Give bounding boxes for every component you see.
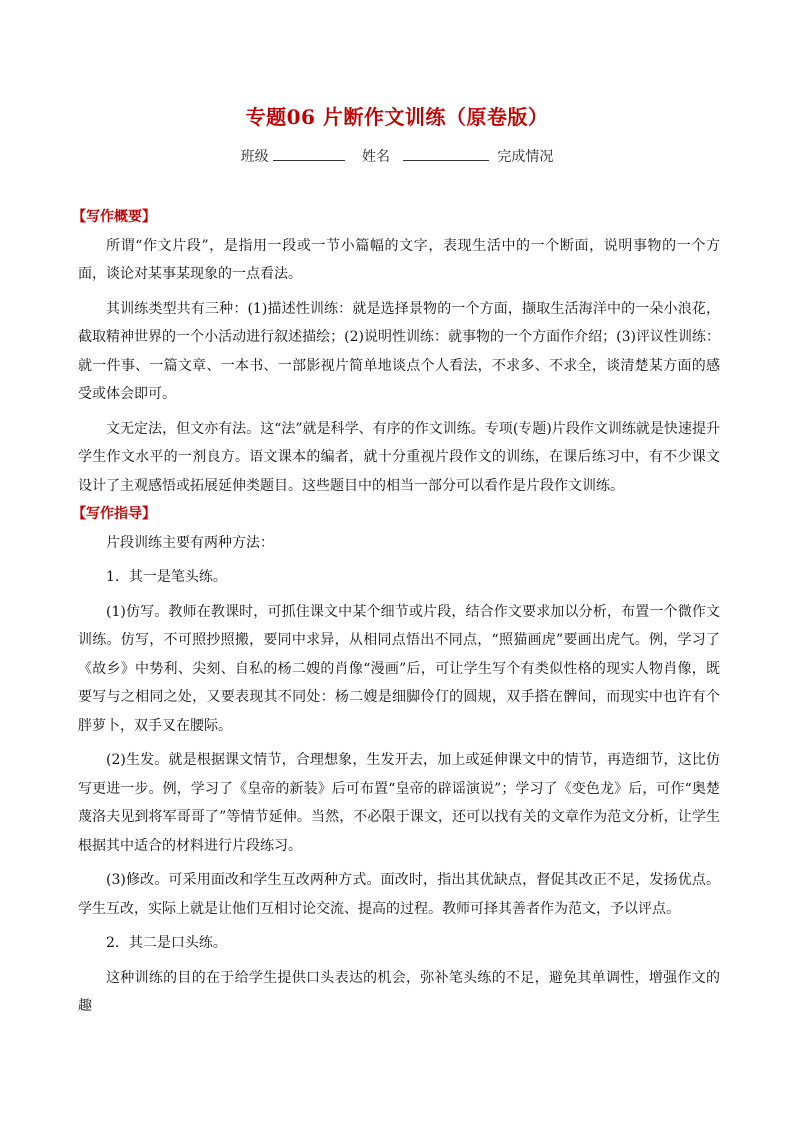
paragraph: 文无定法，但文亦有法。这“法”就是科学、有序的作文训练。专项(专题)片段作文训练就是快速提升学生作文水平的一剂良方。语文课本的编者，就十分重视片段作文的训练，在课后练习中，有不少课文设计了主观感悟或拓展延伸类题目。这些题目中的相当一部分可以看作是片段作文训练。 [78,420,720,494]
paragraph: (1)仿写。教师在教课时，可抓住课文中某个细节或片段，结合作文要求加以分析，布置一个微作文训练。仿写，不可照抄照搬，要同中求异，从相同点悟出不同点，“照猫画虎”要画出虎气。例，学习了《故乡》中势利、尖刻、自私的杨二嫂的肖像“漫画”后，可让学生写个有类似性格的现实人物肖像，既要写与之相同之处，又要表现其不同处：杨二嫂是细脚伶仃的圆规，双手搭在髀间，而现实中也许有个胖萝卜，双手叉在腰际。 [78,603,720,734]
class-blank [273,146,345,161]
paragraph: 其训练类型共有三种：(1)描述性训练：就是选择景物的一个方面，撷取生活海洋中的一朵小浪花，截取精神世界的一个小活动进行叙述描绘；(2)说明性训练：就事物的一个方面作介绍；(3)评议性训练：就一件事、一篇文章、一本书、一部影视片简单地谈点个人看法，不求多、不求全，谈清楚某方面的感受或体会即可。 [78,300,720,402]
status-label: 完成情况 [497,149,554,165]
list-item: 1．其一是笔头练。 [106,569,227,585]
class-label: 班级 [240,149,269,165]
document-body [72,203,720,1021]
name-blank [403,146,489,161]
student-info-line [0,146,794,166]
section-heading-overview: 【写作概要】 [72,209,156,225]
paragraph: 这种训练的目的在于给学生提供口头表达的机会，弥补笔头练的不足，避免其单调性，增强作文的趣 [78,969,720,1014]
paragraph: 片段训练主要有两种方法： [106,534,274,551]
paragraph: (2)生发。就是根据课文情节，合理想象，生发开去，加上或延伸课文中的情节，再造细节，这比仿写更进一步。例，学习了《皇帝的新装》后可布置“皇帝的辟谣演说”；学习了《变色龙》后，可作“奥楚蔑洛夫见到将军哥哥了”等情节延伸。当然，不必限于课文，还可以找有关的文章作为范文分析，让学生根据其中适合的材料进行片段练习。 [78,752,720,854]
section-heading-guide: 【写作指导】 [72,506,156,522]
paragraph: 所谓“作文片段”，是指用一段或一节小篇幅的文字，表现生活中的一个断面，说明事物的一个方面，谈论对某事某现象的一点看法。 [78,237,720,282]
paragraph: (3)修改。可采用面改和学生互改两种方式。面改时，指出其优缺点，督促其改正不足，发扬优点。学生互改，实际上就是让他们互相讨论交流、提高的过程。教师可择其善者作为范文，予以评点。 [78,872,720,917]
document-title: 专题06 片断作文训练（原卷版） [245,105,549,129]
list-item: 2．其二是口头练。 [106,935,227,951]
name-label: 姓名 [362,149,390,165]
